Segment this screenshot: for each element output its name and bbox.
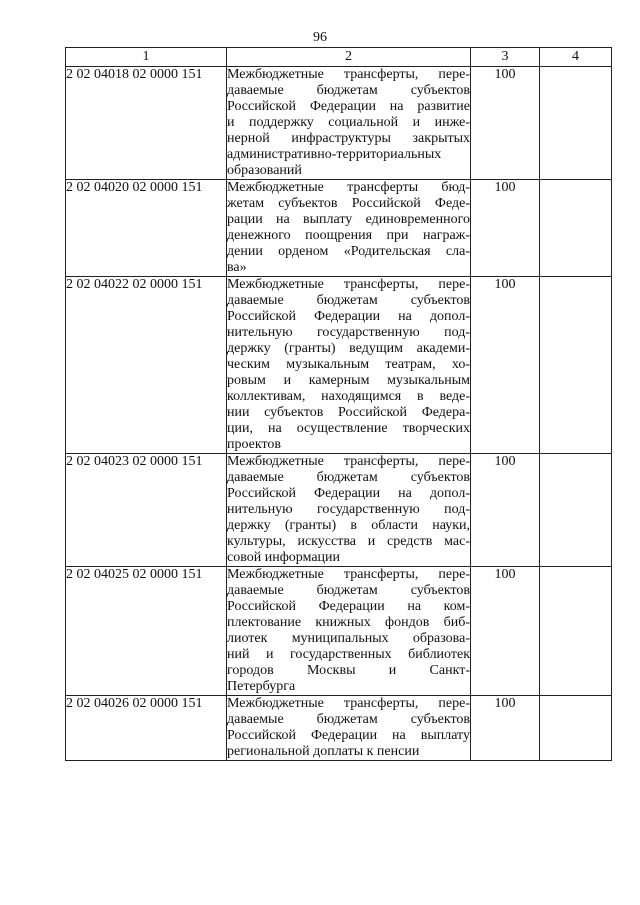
- description-line: Межбюджетные трансферты бюд-: [227, 180, 470, 195]
- col4-cell: [540, 567, 612, 696]
- budget-code-cell: 2 02 04025 02 0000 151: [66, 567, 227, 696]
- description-cell: [227, 277, 471, 454]
- description-line: Межбюджетные трансферты, пере-: [227, 277, 470, 292]
- description-line: Российской Федерации на выплату: [227, 728, 470, 743]
- description-line: ции, на осуществление творческих: [227, 421, 470, 436]
- table-row: [66, 696, 612, 761]
- amount-cell: 100: [471, 277, 540, 454]
- col4-cell: [540, 454, 612, 567]
- budget-code-cell: 2 02 04022 02 0000 151: [66, 277, 227, 454]
- description-line: городов Москвы и Санкт-: [227, 663, 470, 678]
- amount-cell: 100: [471, 696, 540, 761]
- amount-cell: 100: [471, 67, 540, 180]
- description-line: жетам субъектов Российской Феде-: [227, 196, 470, 211]
- description-line: и поддержку социальной и инже-: [227, 115, 470, 130]
- description-line: ровым и камерным музыкальным: [227, 373, 470, 388]
- description-line: держку (гранты) в области науки,: [227, 518, 470, 533]
- description-line: региональной доплаты к пенсии: [227, 744, 420, 759]
- budget-table: [65, 47, 612, 761]
- description-line: даваемые бюджетам субъектов: [227, 583, 470, 598]
- description-line: рации на выплату единовременного: [227, 212, 470, 227]
- description-line: коллективам, находящимся в веде-: [227, 389, 470, 404]
- col4-cell: [540, 180, 612, 277]
- table-row: [66, 454, 612, 567]
- description-line: даваемые бюджетам субъектов: [227, 293, 470, 308]
- description-line: совой информации: [227, 550, 341, 565]
- description-line: Петербурга: [227, 679, 296, 694]
- description-line: даваемые бюджетам субъектов: [227, 712, 470, 727]
- table-row: [66, 67, 612, 180]
- description-line: Межбюджетные трансферты, пере-: [227, 67, 470, 82]
- description-line: Российской Федерации на ком-: [227, 599, 470, 614]
- description-line: лиотек муниципальных образова-: [227, 631, 470, 646]
- table-row: [66, 277, 612, 454]
- header-col-1: 1: [66, 48, 227, 67]
- description-line: Межбюджетные трансферты, пере-: [227, 696, 470, 711]
- page-number: 96: [313, 30, 327, 45]
- header-col-4: 4: [540, 48, 612, 67]
- description-line: Российской Федерации на допол-: [227, 486, 470, 501]
- description-cell: [227, 567, 471, 696]
- description-line: плектование книжных фондов биб-: [227, 615, 470, 630]
- description-line: держку (гранты) ведущим академи-: [227, 341, 470, 356]
- amount-cell: 100: [471, 180, 540, 277]
- description-line: нительную государственную под-: [227, 502, 470, 517]
- budget-code-cell: 2 02 04018 02 0000 151: [66, 67, 227, 180]
- description-line: дении орденом «Родительская сла-: [227, 244, 470, 259]
- budget-code-cell: 2 02 04026 02 0000 151: [66, 696, 227, 761]
- description-cell: [227, 454, 471, 567]
- amount-cell: 100: [471, 567, 540, 696]
- description-line: даваемые бюджетам субъектов: [227, 83, 470, 98]
- header-col-2: 2: [227, 48, 471, 67]
- amount-cell: 100: [471, 454, 540, 567]
- description-cell: [227, 180, 471, 277]
- description-line: нии субъектов Российской Федера-: [227, 405, 470, 420]
- col4-cell: [540, 277, 612, 454]
- table-row: [66, 567, 612, 696]
- description-line: Межбюджетные трансферты, пере-: [227, 567, 470, 582]
- header-col-3: 3: [471, 48, 540, 67]
- description-line: даваемые бюджетам субъектов: [227, 470, 470, 485]
- description-cell: [227, 696, 471, 761]
- description-line: ческим музыкальным театрам, хо-: [227, 357, 470, 372]
- description-cell: [227, 67, 471, 180]
- table-header-row: [66, 48, 612, 67]
- description-line: ний и государственных библиотек: [227, 647, 470, 662]
- description-line: культуры, искусства и средств мас-: [227, 534, 470, 549]
- table-row: [66, 180, 612, 277]
- budget-code-cell: 2 02 04020 02 0000 151: [66, 180, 227, 277]
- description-line: административно-территориальных: [227, 147, 442, 162]
- description-line: нительную государственную под-: [227, 325, 470, 340]
- budget-code-cell: 2 02 04023 02 0000 151: [66, 454, 227, 567]
- col4-cell: [540, 696, 612, 761]
- description-line: денежного поощрения при награж-: [227, 228, 470, 243]
- description-line: ва»: [227, 260, 247, 275]
- description-line: нерной инфраструктуры закрытых: [227, 131, 470, 146]
- description-line: Межбюджетные трансферты, пере-: [227, 454, 470, 469]
- description-line: проектов: [227, 437, 282, 452]
- description-line: Российской Федерации на допол-: [227, 309, 470, 324]
- col4-cell: [540, 67, 612, 180]
- description-line: образований: [227, 163, 302, 178]
- description-line: Российской Федерации на развитие: [227, 99, 470, 114]
